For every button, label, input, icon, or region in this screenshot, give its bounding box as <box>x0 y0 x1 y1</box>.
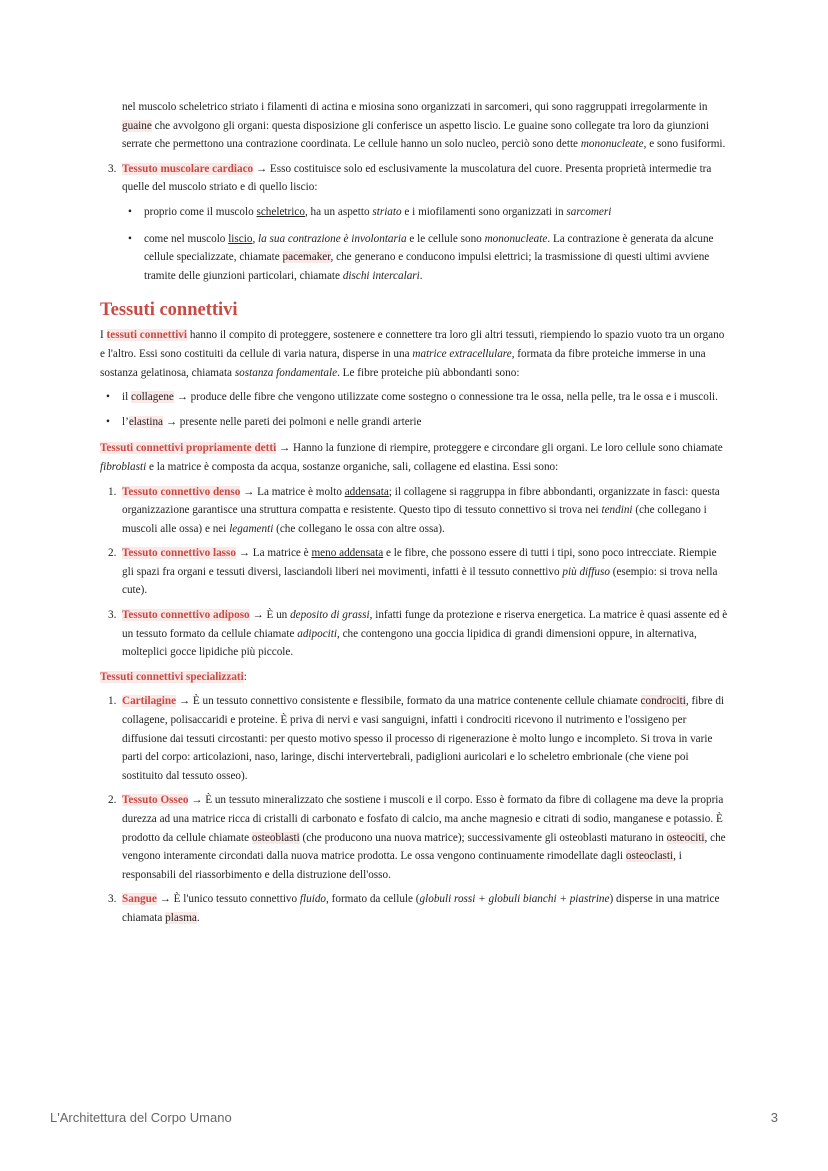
muscle-list <box>100 160 728 197</box>
specializzati-list <box>100 692 728 927</box>
list-item-sangue <box>100 890 728 927</box>
italic-term: la sua contrazione è involontaria <box>258 232 407 245</box>
list-item-adiposo <box>100 606 728 662</box>
text: e le fibre, che possono essere di tutti i tipi, sono poco intrecciate. Riempie gli spazi fra organi e tessuti diversi, lasciandoli liberi nei movimenti, infatti è il tessuto connettivo <box>122 547 717 578</box>
term-propriamente-detti: Tessuti connettivi propriamente detti <box>100 442 277 455</box>
italic-term: mononucleate <box>484 232 548 245</box>
italic-mononucleate: mononucleate <box>580 138 644 151</box>
text: (che collegano le ossa con altre ossa). <box>273 522 445 535</box>
italic-term: più diffuso <box>562 565 610 578</box>
term-tessuti-connettivi: tessuti connettivi <box>106 329 188 342</box>
paragraph-propriamente-detti <box>100 439 728 476</box>
text: → produce delle fibre che vengono utilizzate come sostegno o connessione tra le ossa, nella pelle, tra le ossa e i muscoli. <box>173 391 718 404</box>
keyword-osteoclasti: osteoclasti <box>625 850 674 863</box>
italic-term: dischi intercalari <box>342 269 420 282</box>
text: , che generano e conducono impulsi elettrici; la trasmissione di questi ultimi avviene tramite delle giunzioni particolari, chiamate <box>144 251 710 282</box>
bullet-dot-icon: • <box>128 232 132 245</box>
italic-term: legamenti <box>229 522 274 535</box>
list-item-osseo <box>100 791 728 884</box>
list-number: 2. <box>108 794 117 807</box>
keyword-plasma: plasma <box>165 911 197 924</box>
document-body <box>100 98 728 928</box>
italic-term: striato <box>372 205 402 218</box>
keyword-condrociti: condrociti <box>640 695 686 708</box>
list-number: 3. <box>108 893 117 906</box>
list-number: 1. <box>108 485 117 498</box>
smooth-muscle-continuation <box>100 98 728 154</box>
text: il <box>122 391 132 404</box>
underlined-term: scheletrico <box>256 205 305 218</box>
text: l’ <box>122 415 129 428</box>
text: → È l'unico tessuto connettivo <box>156 893 300 906</box>
text: , formato da cellule ( <box>326 893 420 906</box>
list-number: 3. <box>108 162 117 175</box>
text: I <box>100 329 107 342</box>
list-number: 2. <box>108 547 117 560</box>
text: → La matrice è <box>235 547 312 560</box>
text: proprio come il muscolo <box>144 205 257 218</box>
italic-term: deposito di grassi <box>290 609 370 622</box>
bullet-dot-icon: • <box>128 205 132 218</box>
underlined-term: meno addensata <box>311 547 384 560</box>
text: . <box>419 269 423 282</box>
keyword-elastina: elastina <box>128 415 164 428</box>
text: → presente nelle pareti dei polmoni e nelle grandi arterie <box>163 415 422 428</box>
keyword-osteoblasti: osteoblasti <box>251 831 300 844</box>
text: (che collegano i muscoli alle ossa) e nei <box>122 504 707 535</box>
text: , che contengono una goccia lipidica di grandi dimensioni oppure, in alternativa, molteplici gocce lipidiche più piccole. <box>122 627 697 659</box>
underlined-term: liscio <box>228 232 253 245</box>
text: → Hanno la funzione di riempire, proteggere e circondare gli organi. Le loro cellule sono chiamate <box>276 442 723 455</box>
underlined-term: addensata <box>344 485 389 498</box>
text: , infatti funge da protezione e riserva energetica. La matrice è quasi assente ed è un tessuto formato da cellule chiamate <box>122 609 728 640</box>
text: , fibre di collagene, polisaccaridi e proteine. È priva di nervi e vasi sanguigni, infatti i condrociti ricevono il nutrimento e l'ossigeno per diffusione dai tessuti circostanti: per questo motivo spesso il processo di rigenerazione è molto lungo e incompleto. Si trova in varie parti del corpo: articolazioni, naso, laringe, dischi intervertebrali, padiglioni auricolari e lo scheletro embrionale (che viene poi sostituito dal tessuto osseo). <box>122 695 725 782</box>
italic-term: matrice extracellulare <box>412 347 512 360</box>
text: , ha un aspetto <box>304 205 373 218</box>
text: , <box>252 232 259 245</box>
text: : <box>243 670 247 683</box>
italic-term: fluido <box>299 893 327 906</box>
bullet-dot-icon: • <box>106 391 110 404</box>
text: → È un tessuto connettivo consistente e flessibile, formato da una matrice contenente cellule chiamate <box>176 695 641 708</box>
term-osseo: Tessuto Osseo <box>122 794 189 807</box>
paragraph-specializzati <box>100 668 728 687</box>
cardiac-bullets <box>100 203 728 285</box>
list-number: 1. <box>108 695 117 708</box>
italic-term: globuli rossi + globuli bianchi + piastrine <box>419 893 610 906</box>
section-heading-connettivi: Tessuti connettivi <box>100 300 238 321</box>
text: e la matrice è composta da acqua, sostanze organiche, sali, collagene ed elastina. Essi sono: <box>146 460 559 473</box>
keyword-collagene: collagene <box>131 391 174 404</box>
text: , che vengono interamente circondati dalla nuova matrice prodotta. Le ossa vengono continuamente rimodellate dagli <box>122 831 726 863</box>
term-adiposo: Tessuto connettivo adiposo <box>122 609 250 622</box>
bullet-dot-icon: • <box>106 415 110 428</box>
bullet-item <box>100 388 728 407</box>
italic-term: sarcomeri <box>566 205 612 218</box>
text: ; il collagene si raggruppa in fibre abbondanti, organizzate in fasci: questa organizzazione garantisce una struttura compatta e resistente. Questo tipo di tessuto connettivo si trova nei <box>122 485 720 517</box>
fibre-list <box>100 388 728 431</box>
list-item-cardiac <box>100 160 728 197</box>
list-item-denso <box>100 483 728 539</box>
text: nel muscolo scheletrico striato i filamenti di actina e miosina sono organizzati in sarcomeri, qui sono raggruppati irregolarmente in <box>122 101 708 113</box>
list-item-cartilagine <box>100 692 728 785</box>
keyword-guaine: guaine <box>122 119 152 132</box>
italic-term: tendini <box>601 504 633 517</box>
text: . Le fibre proteiche più abbondanti sono: <box>337 366 520 379</box>
text: → È un tessuto mineralizzato che sostiene i muscoli e il corpo. Esso è formato da fibre di collagene ma deve la propria durezza ad una matrice ricca di cristalli di carbonato e fosfato di calcio, ma anche magnesio e citrati di sodio, manganese e potassio. È prodotto da cellule chiamate <box>122 794 724 844</box>
text: (che producono una nuova matrice); successivamente gli osteoblasti maturano in <box>299 831 667 844</box>
propri-list <box>100 483 728 662</box>
text: come nel muscolo <box>144 232 229 245</box>
text: , formata da fibre proteiche immerse in una sostanza gelatinosa, chiamata <box>100 347 706 379</box>
footer-page-number: 3 <box>770 1110 778 1125</box>
list-item-lasso <box>100 544 728 600</box>
keyword-pacemaker: pacemaker <box>282 251 331 264</box>
text: → Esso costituisce solo ed esclusivamente la muscolatura del cuore. Presenta proprietà intermedie tra quelle del muscolo striato e di quello liscio: <box>122 162 712 194</box>
term-lasso: Tessuto connettivo lasso <box>122 547 236 560</box>
term-cardiac: Tessuto muscolare cardiaco <box>122 162 254 175</box>
text: che avvolgono gli organi: questa disposizione gli conferisce un aspetto liscio. Le guaine sono collegate tra loro da giunzioni serrate che permettono una contrazione coordinata. Le cellule hanno un solo nucleo, perciò sono dette <box>122 119 709 151</box>
text: → La matrice è molto <box>240 485 345 498</box>
term-cartilagine: Cartilagine <box>122 695 177 708</box>
text: → È un <box>249 609 291 622</box>
text: . <box>196 911 200 924</box>
paragraph-connettivi-intro <box>100 326 728 382</box>
bullet-item <box>100 413 728 432</box>
text: e i miofilamenti sono organizzati in <box>401 205 567 218</box>
bullet-item <box>100 203 728 222</box>
footer-document-title: L'Architettura del Corpo Umano <box>50 1110 232 1125</box>
text: . La contrazione è generata da alcune cellule specializzate, chiamate <box>144 232 714 264</box>
text: ) disperse in una matrice chiamata <box>122 893 720 924</box>
keyword-osteociti: osteociti <box>666 831 705 844</box>
text: , i responsabili del riassorbimento e della distruzione dell'osso. <box>122 850 682 881</box>
text: , e sono fusiformi. <box>643 138 726 151</box>
italic-term: adipociti <box>297 627 337 640</box>
text: hanno il compito di proteggere, sostenere e connettere tra loro gli altri tessuti, riempiendo lo spazio vuoto tra un organo e l'altro. Essi sono costituiti da cellule di varia natura, disperse in una <box>100 329 725 360</box>
term-denso: Tessuto connettivo denso <box>122 485 241 498</box>
term-sangue: Sangue <box>122 893 157 906</box>
term-specializzati: Tessuti connettivi specializzati <box>100 670 244 683</box>
italic-term: fibroblasti <box>100 460 147 473</box>
text: e le cellule sono <box>406 232 485 245</box>
text: (esempio: si trova nella cute). <box>122 565 718 597</box>
italic-term: sostanza fondamentale <box>234 366 338 379</box>
list-number: 3. <box>108 609 117 622</box>
bullet-item <box>100 230 728 286</box>
